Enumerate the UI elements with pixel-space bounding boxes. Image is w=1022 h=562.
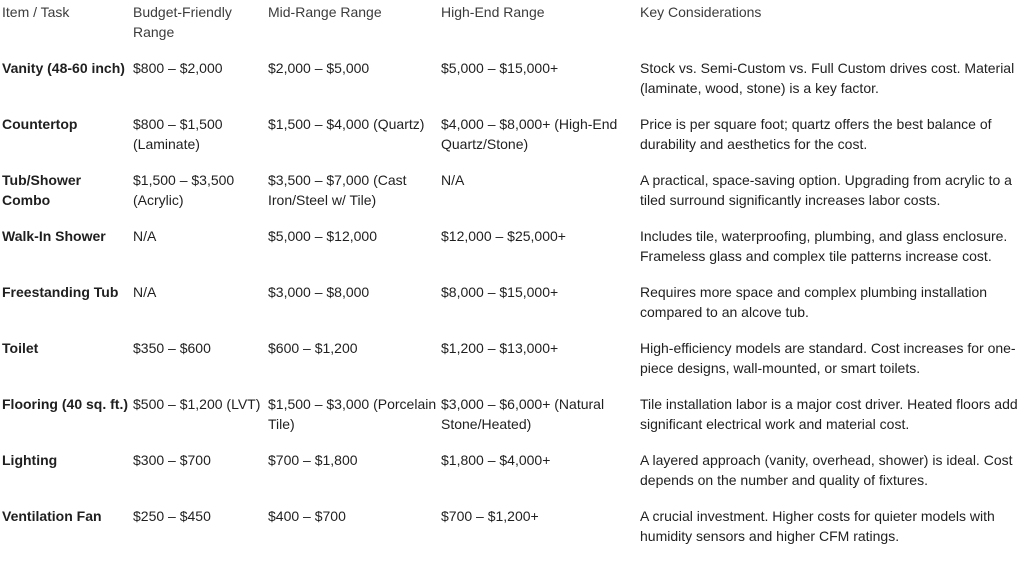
row-budget: $800 – $1,500 (Laminate) — [133, 116, 223, 152]
row-high: N/A — [441, 172, 465, 188]
table-row — [0, 282, 1022, 338]
row-budget: $350 – $600 — [133, 340, 211, 356]
row-high: $700 – $1,200+ — [441, 508, 539, 524]
table-row — [0, 170, 1022, 226]
row-high: $3,000 – $6,000+ (Natural Stone/Heated) — [441, 396, 605, 432]
row-considerations: High-efficiency models are standard. Cost increases for one-piece designs, wall-mounted, or smart toilets. — [640, 340, 1016, 376]
row-considerations: Price is per square foot; quartz offers the best balance of durability and aesthetics for the cost. — [640, 116, 992, 152]
table-row — [0, 58, 1022, 114]
row-considerations: Stock vs. Semi-Custom vs. Full Custom drives cost. Material (laminate, wood, stone) is a key factor. — [640, 60, 1015, 96]
header-key-considerations: Key Considerations — [640, 4, 762, 20]
row-budget: $1,500 – $3,500 (Acrylic) — [133, 172, 235, 208]
row-considerations: A layered approach (vanity, overhead, shower) is ideal. Cost depends on the number and quality of fixtures. — [640, 452, 1013, 488]
header-high-end-range: High-End Range — [441, 4, 545, 20]
row-item: Ventilation Fan — [2, 508, 102, 524]
row-considerations: A practical, space-saving option. Upgrading from acrylic to a tiled surround significantly increases labor costs. — [640, 172, 1012, 208]
header-mid-range: Mid-Range Range — [268, 4, 382, 20]
table-row — [0, 394, 1022, 450]
row-budget: $500 – $1,200 (LVT) — [133, 396, 261, 412]
row-high: $12,000 – $25,000+ — [441, 228, 566, 244]
row-considerations: Includes tile, waterproofing, plumbing, and glass enclosure. Frameless glass and complex tile patterns increase cost. — [640, 228, 1008, 264]
row-high: $5,000 – $15,000+ — [441, 60, 559, 76]
row-mid: $400 – $700 — [268, 508, 346, 524]
row-item: Countertop — [2, 116, 78, 132]
row-budget: N/A — [133, 228, 157, 244]
row-considerations: Requires more space and complex plumbing installation compared to an alcove tub. — [640, 284, 988, 320]
row-mid: $3,000 – $8,000 — [268, 284, 370, 300]
table-row — [0, 226, 1022, 282]
row-mid: $600 – $1,200 — [268, 340, 358, 356]
row-budget: $800 – $2,000 — [133, 60, 223, 76]
row-item: Tub/Shower Combo — [2, 172, 82, 208]
row-item: Lighting — [2, 452, 58, 468]
row-mid: $1,500 – $4,000 (Quartz) — [268, 116, 425, 132]
row-item: Flooring (40 sq. ft.) — [2, 396, 128, 412]
row-item: Walk-In Shower — [2, 228, 106, 244]
header-item-task: Item / Task — [2, 4, 70, 20]
row-mid: $5,000 – $12,000 — [268, 228, 377, 244]
row-mid: $3,500 – $7,000 (Cast Iron/Steel w/ Tile) — [268, 172, 407, 208]
row-considerations: Tile installation labor is a major cost driver. Heated floors add significant electrical work and material cost. — [640, 396, 1018, 432]
row-item: Vanity (48-60 inch) — [2, 60, 125, 76]
table-row — [0, 114, 1022, 170]
header-row — [0, 0, 1022, 58]
table-row — [0, 450, 1022, 506]
row-item: Freestanding Tub — [2, 284, 119, 300]
table-row — [0, 338, 1022, 394]
row-mid: $1,500 – $3,000 (Porcelain Tile) — [268, 396, 437, 432]
table-row — [0, 506, 1022, 562]
row-mid: $2,000 – $5,000 — [268, 60, 370, 76]
row-high: $1,200 – $13,000+ — [441, 340, 559, 356]
row-budget: $300 – $700 — [133, 452, 211, 468]
row-high: $4,000 – $8,000+ (High-End Quartz/Stone) — [441, 116, 618, 152]
row-considerations: A crucial investment. Higher costs for quieter models with humidity sensors and higher CFM ratings. — [640, 508, 995, 544]
row-budget: $250 – $450 — [133, 508, 211, 524]
row-high: $1,800 – $4,000+ — [441, 452, 551, 468]
row-mid: $700 – $1,800 — [268, 452, 358, 468]
row-high: $8,000 – $15,000+ — [441, 284, 559, 300]
header-budget-range: Budget-Friendly Range — [133, 4, 232, 40]
row-budget: N/A — [133, 284, 157, 300]
row-item: Toilet — [2, 340, 39, 356]
